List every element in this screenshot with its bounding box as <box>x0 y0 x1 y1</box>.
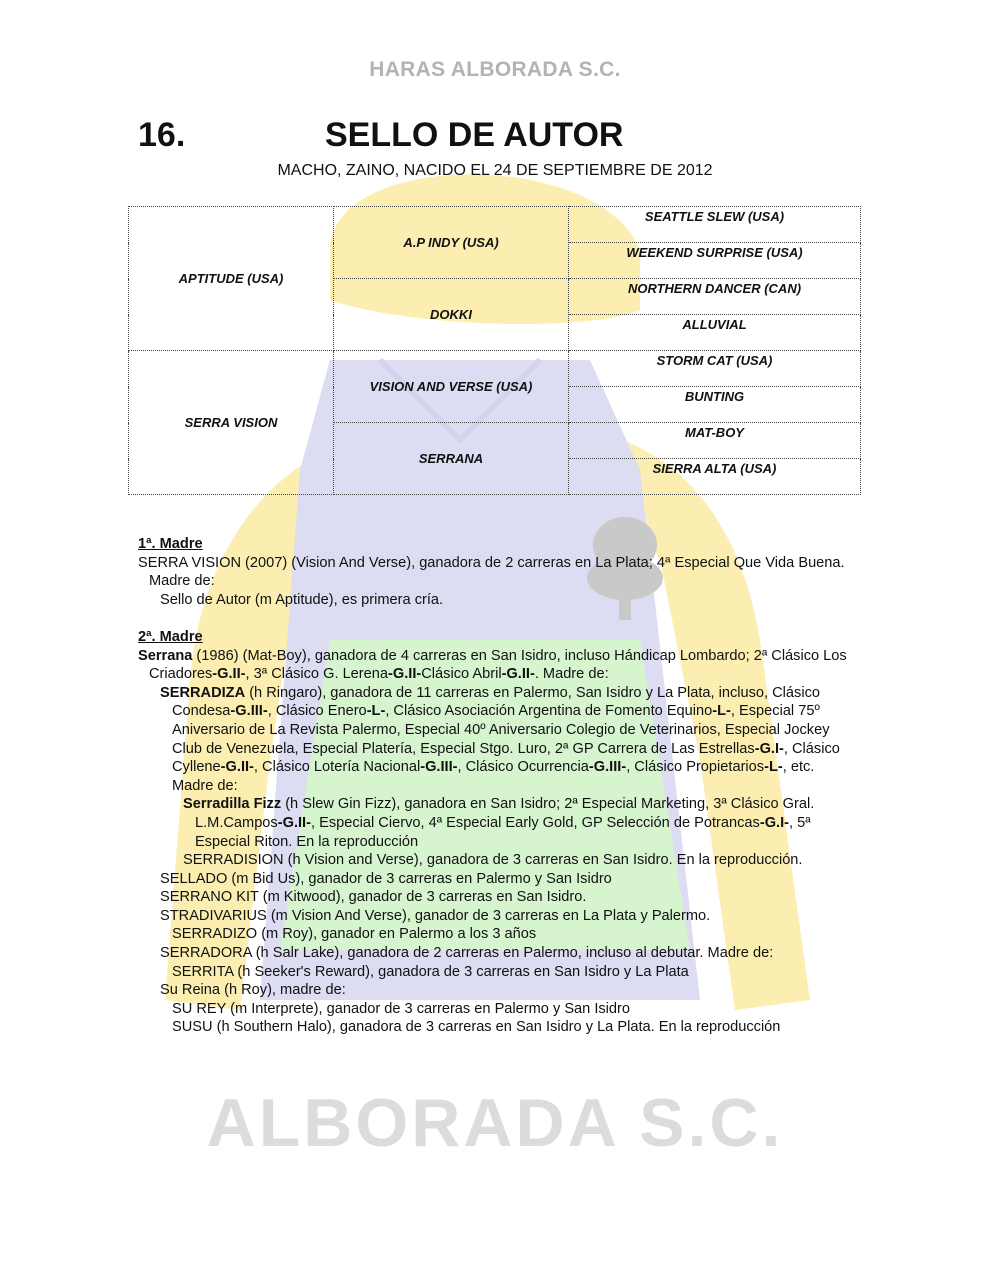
su-rey-entry: SU REY (m Interprete), ganador de 3 carreras en Palermo y San Isidro <box>172 1000 631 1017</box>
first-dam-entry: SERRA VISION (2007) (Vision And Verse), ganadora de 2 carreras en La Plata; 4ª Especial Que Vida Buena. Madre de: <box>138 554 845 590</box>
su-reina-entry: Su Reina (h Roy), madre de: <box>160 982 346 999</box>
lot-number: 16. <box>138 116 186 154</box>
farm-header: HARAS ALBORADA S.C. <box>369 58 621 81</box>
pedigree-dam-sire: VISION AND VERSE (USA) <box>334 351 569 423</box>
serrano-kit-entry: SERRANO KIT (m Kitwood), ganador de 3 carreras en San Isidro. <box>160 889 587 906</box>
serradiza-entry: SERRADIZA (h Ringaro), ganadora de 11 carreras en Palermo, San Isidro y La Plata, incluso, Clásico Condesa-G.III-, Clásico Enero-L-, Clásico Asociación Argentina de Fomento Equino-L-, Especial 75º Aniversario de La Revista Palermo, Especial 40º Aniversario Colegio de Veterinarios, Especial Jockey Club de Venezuela, Especial Platería, Especial Stgo. Luro, 2ª GP Carrera de Las Estrellas-G.I-, Clásico Cyllene-G.II-, Clásico Lotería Nacional-G.III-, Clásico Ocurrencia-G.III-, Clásico Propietarios-L-, etc. Madre de: <box>160 684 840 794</box>
pedigree-sire-dam: DOKKI <box>334 279 569 351</box>
susu-entry: SUSU (h Southern Halo), ganadora de 3 carreras en San Isidro y La Plata. En la reproducción <box>172 1019 781 1036</box>
serradizo-entry: SERRADIZO (m Roy), ganador en Palermo a los 3 años <box>172 926 537 943</box>
serrita-entry: SERRITA (h Seeker's Reward), ganadora de 3 carreras en San Isidro y La Plata <box>172 963 689 980</box>
pedigree-g3: WEEKEND SURPRISE (USA) <box>569 243 861 279</box>
sellado-entry: SELLADO (m Bid Us), ganador de 3 carreras en Palermo y San Isidro <box>160 870 612 887</box>
pedigree-g3: ALLUVIAL <box>569 315 861 351</box>
pedigree-g3: STORM CAT (USA) <box>569 351 861 387</box>
pedigree-dam: SERRA VISION <box>129 351 334 495</box>
serrana-entry: Serrana (1986) (Mat-Boy), ganadora de 4 carreras en San Isidro, incluso Hándicap Lombardo; 2ª Clásico Los Criadores-G.II-, 3ª Clásico G. Lerena-G.II-Clásico Abril-G.II-. Madre de: <box>138 647 847 683</box>
produce-entry: Sello de Autor (m Aptitude), es primera cría. <box>160 591 444 608</box>
pedigree-table <box>128 206 861 495</box>
serradision-entry: SERRADISION (h Vision and Verse), ganadora de 3 carreras en San Isidro. En la reproducción. <box>183 852 803 869</box>
horse-name: SELLO DE AUTOR <box>325 116 624 154</box>
pedigree-sire-sire: A.P INDY (USA) <box>334 207 569 279</box>
second-dam-heading: 2ª. Madre <box>138 628 203 645</box>
family-text <box>138 535 858 1037</box>
pedigree-g3: NORTHERN DANCER (CAN) <box>569 279 861 315</box>
footer-watermark: ALBORADA S.C. <box>206 1085 784 1161</box>
horse-description: MACHO, ZAINO, NACIDO EL 24 DE SEPTIEMBRE DE 2012 <box>277 162 713 179</box>
pedigree-g3: SEATTLE SLEW (USA) <box>569 207 861 243</box>
pedigree-dam-dam: SERRANA <box>334 423 569 495</box>
pedigree-g3: MAT-BOY <box>569 423 861 459</box>
serradilla-entry: Serradilla Fizz (h Slew Gin Fizz), ganadora en San Isidro; 2ª Especial Marketing, 3ª Clásico Gral. L.M.Campos-G.II-, Especial Ciervo, 4ª Especial Early Gold, GP Selección de Potrancas-G.I-, 5ª Especial Riton. En la reproducción <box>183 796 815 850</box>
pedigree-sire: APTITUDE (USA) <box>129 207 334 351</box>
serradora-entry: SERRADORA (h Salr Lake), ganadora de 2 carreras en Palermo, incluso al debutar. Madre de: <box>160 945 774 962</box>
pedigree-g3: SIERRA ALTA (USA) <box>569 459 861 495</box>
stradivarius-entry: STRADIVARIUS (m Vision And Verse), ganador de 3 carreras en La Plata y Palermo. <box>160 907 711 924</box>
first-dam-heading: 1ª. Madre <box>138 536 203 552</box>
pedigree-g3: BUNTING <box>569 387 861 423</box>
